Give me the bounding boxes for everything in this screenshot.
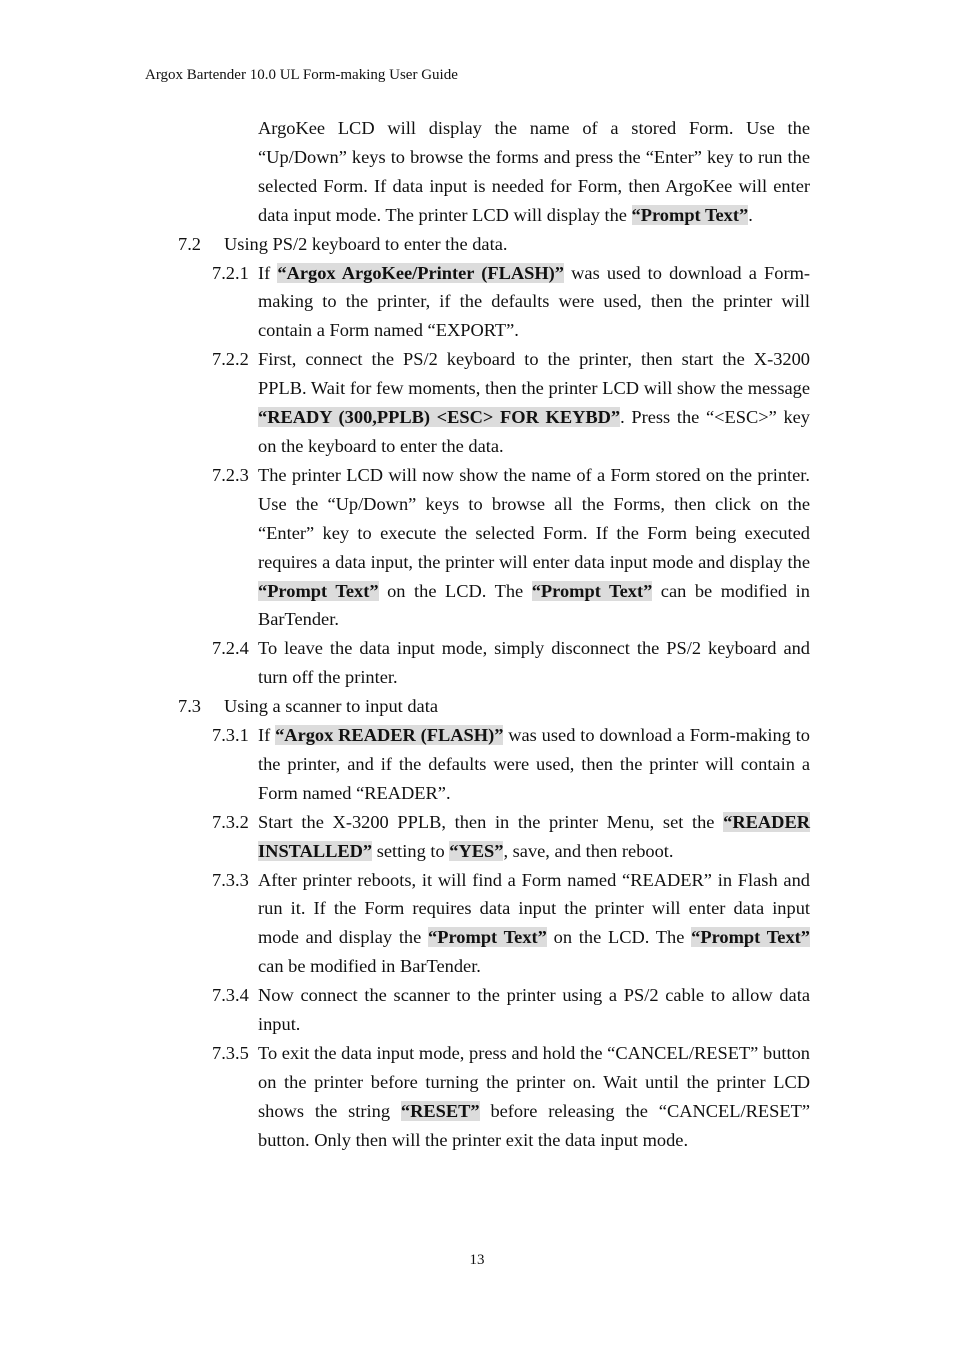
item-text: , save, and then reboot. <box>503 840 674 861</box>
item-text: was used to download a Form-making to the printer, and if the defaults were used, then the printer will contain a Form named “READER”. <box>258 725 810 803</box>
item-7-2-3 <box>212 461 810 634</box>
item-text: . Press the “<ESC>” key on the keyboard to enter the data. <box>258 407 810 456</box>
item-text: before releasing the “CANCEL/RESET” button. Only then will the printer exit the data input mode. <box>258 1100 810 1150</box>
item-7-3-5 <box>212 1039 810 1155</box>
highlight-term: “Prompt Text” <box>531 580 653 601</box>
item-number: 7.3.1 <box>212 725 249 746</box>
section-7-3 <box>178 692 810 721</box>
section-number: 7.2 <box>178 233 201 254</box>
item-7-2-1 <box>212 259 811 346</box>
item-text: was used to download a Form-making to the printer, if the defaults were used, then the printer will contain a Form named “EXPORT”. <box>258 262 811 341</box>
item-7-3-3 <box>212 866 810 982</box>
highlight-term: “Argox ArgoKee/Printer (FLASH)” <box>277 262 565 283</box>
item-text: can be modified in BarTender. <box>258 580 810 630</box>
prompt-text-highlight: “Prompt Text” <box>631 204 749 225</box>
item-7-3-1 <box>212 721 810 808</box>
item-text: Now connect the scanner to the printer using a PS/2 cable to allow data input. <box>258 985 810 1035</box>
intro-text: ArgoKee LCD will display the name of a stored Form. Use the “Up/Down” keys to browse the forms and press the “Enter” key to run the selected Form. If data input is needed for Form, then ArgoKee will enter data input mode. The printer LCD will display the <box>258 118 810 225</box>
page-body <box>0 114 954 1155</box>
highlight-term: “Prompt Text” <box>258 580 379 601</box>
item-number: 7.2.3 <box>212 464 249 485</box>
highlight-term: “YES” <box>449 840 504 861</box>
item-number: 7.3.5 <box>212 1043 249 1063</box>
item-text: The printer LCD will now show the name of a Form stored on the printer. Use the “Up/Down” keys to browse all the Forms, then click on the “Enter” key to execute the selected Form. If the Form being executed requires a data input, the printer will enter data input mode and display the <box>258 464 810 572</box>
highlight-term: “Prompt Text” <box>428 927 547 948</box>
item-text: First, connect the PS/2 keyboard to the printer, then start the X-3200 PPLB. Wait for few moments, then the printer LCD will show the message <box>258 349 810 399</box>
intro-text-end: . <box>748 204 753 225</box>
highlight-term: “RESET” <box>400 1100 480 1121</box>
item-number: 7.3.3 <box>212 869 249 890</box>
highlight-term: “READER INSTALLED” <box>258 811 810 861</box>
item-text: If <box>258 262 278 283</box>
item-7-2-4 <box>212 634 810 692</box>
item-7-3-4 <box>212 981 810 1039</box>
intro-paragraph <box>258 114 810 230</box>
item-7-2-2 <box>212 345 810 461</box>
item-text: After printer reboots, it will find a Form named “READER” in Flash and run it. If the Form requires data input the printer will enter data input mode and display the <box>258 869 810 948</box>
highlight-term: “READY (300,PPLB) <ESC> FOR KEYBD” <box>258 407 621 428</box>
item-text: Start the X-3200 PPLB, then in the printer Menu, set the <box>258 811 724 832</box>
item-text: If <box>258 725 276 746</box>
page-number: 13 <box>469 1252 485 1268</box>
item-text: setting to <box>372 840 450 861</box>
item-number: 7.2.2 <box>212 349 249 370</box>
highlight-term: “Prompt Text” <box>691 927 810 948</box>
section-title: Using a scanner to input data <box>224 696 438 717</box>
running-header: Argox Bartender 10.0 UL Form-making User Guide <box>145 67 458 83</box>
item-number: 7.3.4 <box>212 985 249 1006</box>
item-text: on the LCD. The <box>546 927 692 948</box>
item-number: 7.3.2 <box>212 811 249 832</box>
section-7-2 <box>178 230 810 259</box>
item-number: 7.2.4 <box>212 638 249 659</box>
item-7-3-2 <box>212 808 810 866</box>
item-number: 7.2.1 <box>212 262 249 283</box>
section-title: Using PS/2 keyboard to enter the data. <box>224 233 508 254</box>
item-text: on the LCD. The <box>378 580 532 601</box>
item-text: To leave the data input mode, simply disconnect the PS/2 keyboard and turn off the printer. <box>258 638 810 688</box>
item-text: To exit the data input mode, press and hold the “CANCEL/RESET” button on the printer before turning the printer on. Wait until the printer LCD shows the string <box>258 1043 810 1121</box>
item-text: can be modified in BarTender. <box>258 956 481 977</box>
highlight-term: “Argox READER (FLASH)” <box>275 725 504 746</box>
section-number: 7.3 <box>178 696 201 717</box>
